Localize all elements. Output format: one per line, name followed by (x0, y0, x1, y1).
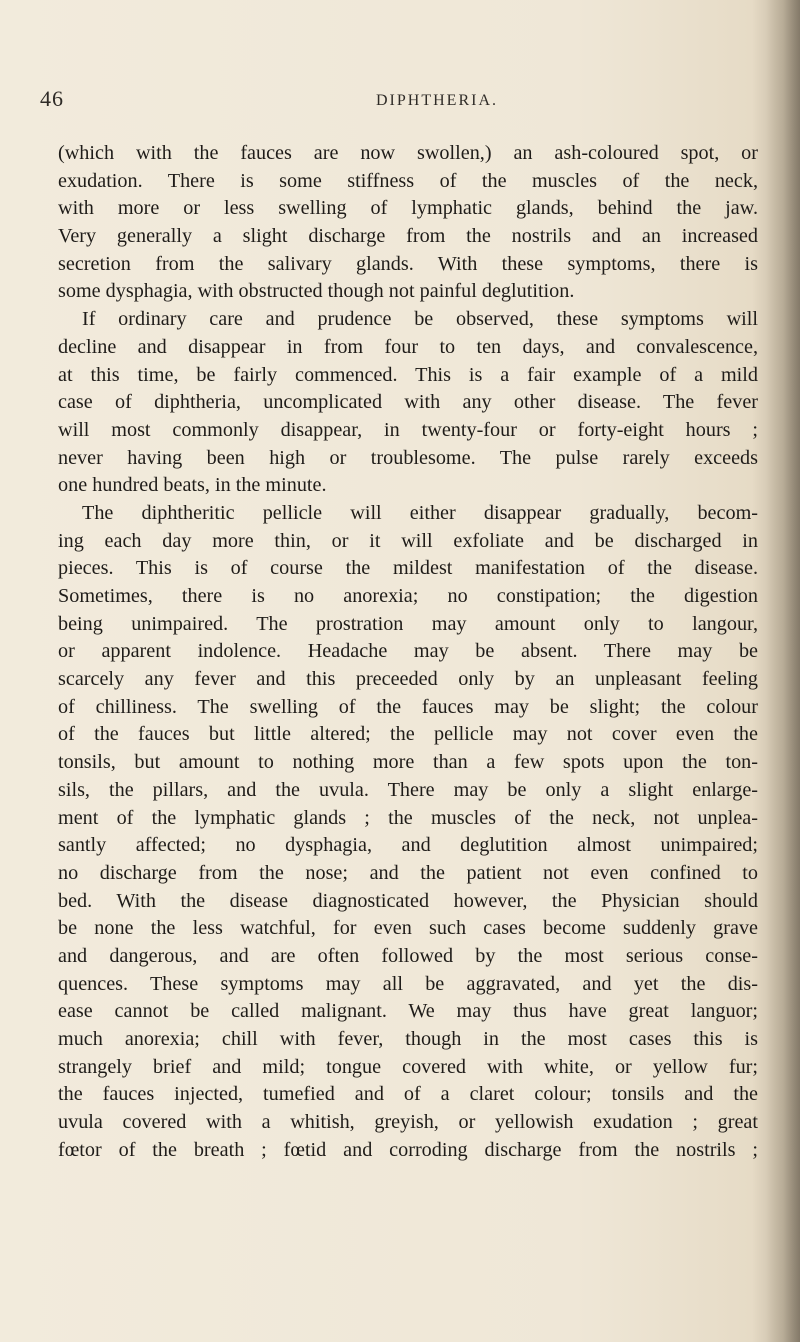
text-line: being unimpaired. The prostration may amount only to langour, (58, 612, 758, 635)
text-line: or apparent indolence. Headache may be absent. There may be (58, 640, 758, 663)
text-line: pieces. This is of course the mildest manifestation of the disease. (58, 557, 758, 580)
text-line: some dysphagia, with obstructed though not painful deglutition. (58, 280, 575, 303)
text-line: santly affected; no dysphagia, and deglutition almost unimpaired; (58, 834, 758, 857)
text-line: quences. These symptoms may all be aggravated, and yet the dis- (58, 972, 758, 995)
page-number: 46 (40, 86, 64, 111)
body-text (58, 140, 758, 1164)
text-line: decline and disappear in from four to ten days, and convalescence, (58, 335, 758, 358)
text-line: be none the less watchful, for even such cases become suddenly grave (58, 917, 758, 940)
text-line: and dangerous, and are often followed by the most serious conse- (58, 944, 758, 967)
page-header (40, 86, 740, 114)
text-line: secretion from the salivary glands. With these symptoms, there is (58, 252, 758, 275)
text-line: one hundred beats, in the minute. (58, 474, 327, 497)
text-line: strangely brief and mild; tongue covered with white, or yellow fur; (58, 1055, 758, 1078)
text-line: no discharge from the nose; and the patient not even confined to (58, 861, 758, 884)
text-line: of the fauces but little altered; the pellicle may not cover even the (58, 723, 758, 746)
text-line: will most commonly disappear, in twenty-four or forty-eight hours ; (58, 418, 758, 441)
text-line: (which with the fauces are now swollen,) an ash-coloured spot, or (58, 142, 758, 164)
text-line: the fauces injected, tumefied and of a claret colour; tonsils and the (58, 1083, 758, 1106)
text-line: with more or less swelling of lymphatic glands, behind the jaw. (58, 197, 758, 220)
running-title: DIPHTHERIA. (376, 92, 498, 109)
text-line: tonsils, but amount to nothing more than a few spots upon the ton- (58, 751, 758, 774)
text-line: scarcely any fever and this preceeded only by an unpleasant feeling (58, 668, 758, 691)
text-line: sils, the pillars, and the uvula. There may be only a slight enlarge- (58, 778, 758, 801)
text-line: If ordinary care and prudence be observed, these symptoms will (82, 308, 758, 331)
text-line: ment of the lymphatic glands ; the muscles of the neck, not unplea- (58, 806, 758, 829)
text-line: ease cannot be called malignant. We may thus have great languor; (58, 1000, 758, 1023)
text-line: uvula covered with a whitish, greyish, or yellowish exudation ; great (58, 1111, 758, 1134)
text-line: The diphtheritic pellicle will either disappear gradually, becom- (82, 501, 758, 524)
text-line: of chilliness. The swelling of the fauces may be slight; the colour (58, 695, 758, 718)
page-edge-shadow (766, 0, 800, 1342)
text-line: much anorexia; chill with fever, though in the most cases this is (58, 1028, 758, 1050)
text-line: exudation. There is some stiffness of the muscles of the neck, (58, 169, 758, 192)
text-line: never having been high or troublesome. The pulse rarely exceeds (58, 446, 758, 469)
text-line: Very generally a slight discharge from the nostrils and an increased (58, 225, 758, 248)
text-line: ing each day more thin, or it will exfoliate and be discharged in (58, 529, 758, 552)
text-line: fœtor of the breath ; fœtid and corroding discharge from the nostrils ; (58, 1138, 758, 1161)
text-line: case of diphtheria, uncomplicated with any other disease. The fever (58, 391, 758, 414)
text-line: bed. With the disease diagnosticated however, the Physician should (58, 889, 758, 912)
text-line: at this time, be fairly commenced. This is a fair example of a mild (58, 363, 758, 386)
text-line: Sometimes, there is no anorexia; no constipation; the digestion (58, 585, 758, 607)
